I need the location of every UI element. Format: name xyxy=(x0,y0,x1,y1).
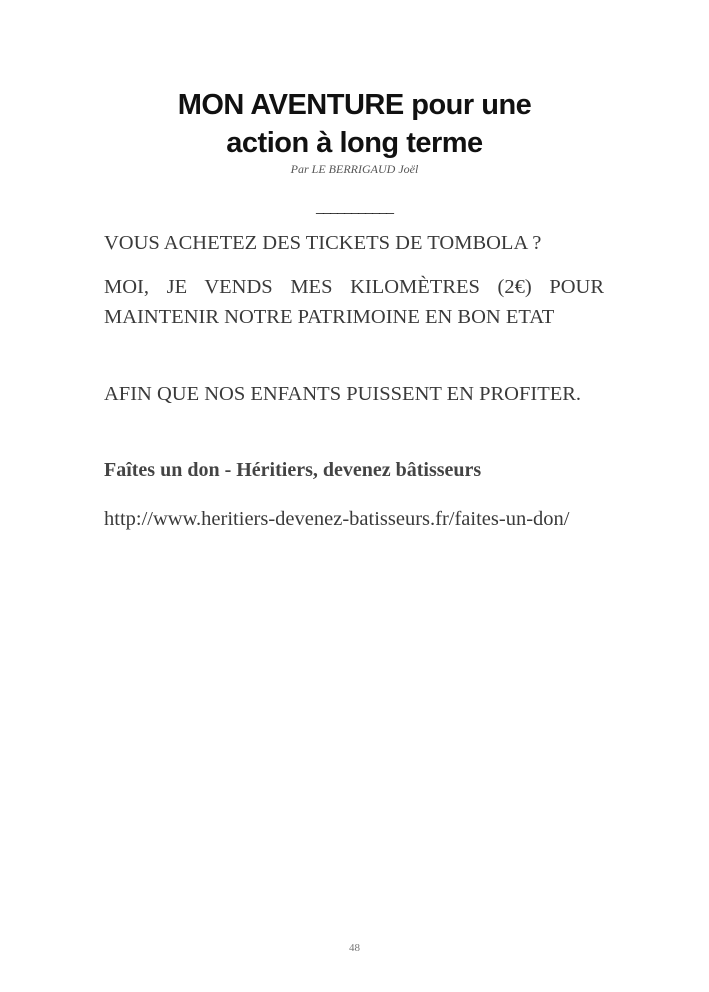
paragraph-enfants: AFIN QUE NOS ENFANTS PUISSENT EN PROFITER. xyxy=(104,383,582,405)
page-title-line-2: action à long terme xyxy=(226,127,483,159)
donation-url[interactable]: http://www.heritiers-devenez-batisseurs.fr/faites-un-don/ xyxy=(104,508,570,530)
separator-line: ___________ xyxy=(316,199,393,216)
paragraph-tickets: VOUS ACHETEZ DES TICKETS DE TOMBOLA ? xyxy=(104,232,542,254)
page-number: 48 xyxy=(349,942,360,954)
donation-heading: Faîtes un don - Héritiers, devenez bâtisseurs xyxy=(104,459,482,481)
paragraph-kilometres: MOI, JE VENDS MES KILOMÈTRES (2€) POUR MAINTENIR NOTRE PATRIMOINE EN BON ETAT xyxy=(104,276,604,328)
page-title-line-1: MON AVENTURE pour une xyxy=(177,89,532,121)
author-byline: Par LE BERRIGAUD Joël xyxy=(290,162,419,176)
